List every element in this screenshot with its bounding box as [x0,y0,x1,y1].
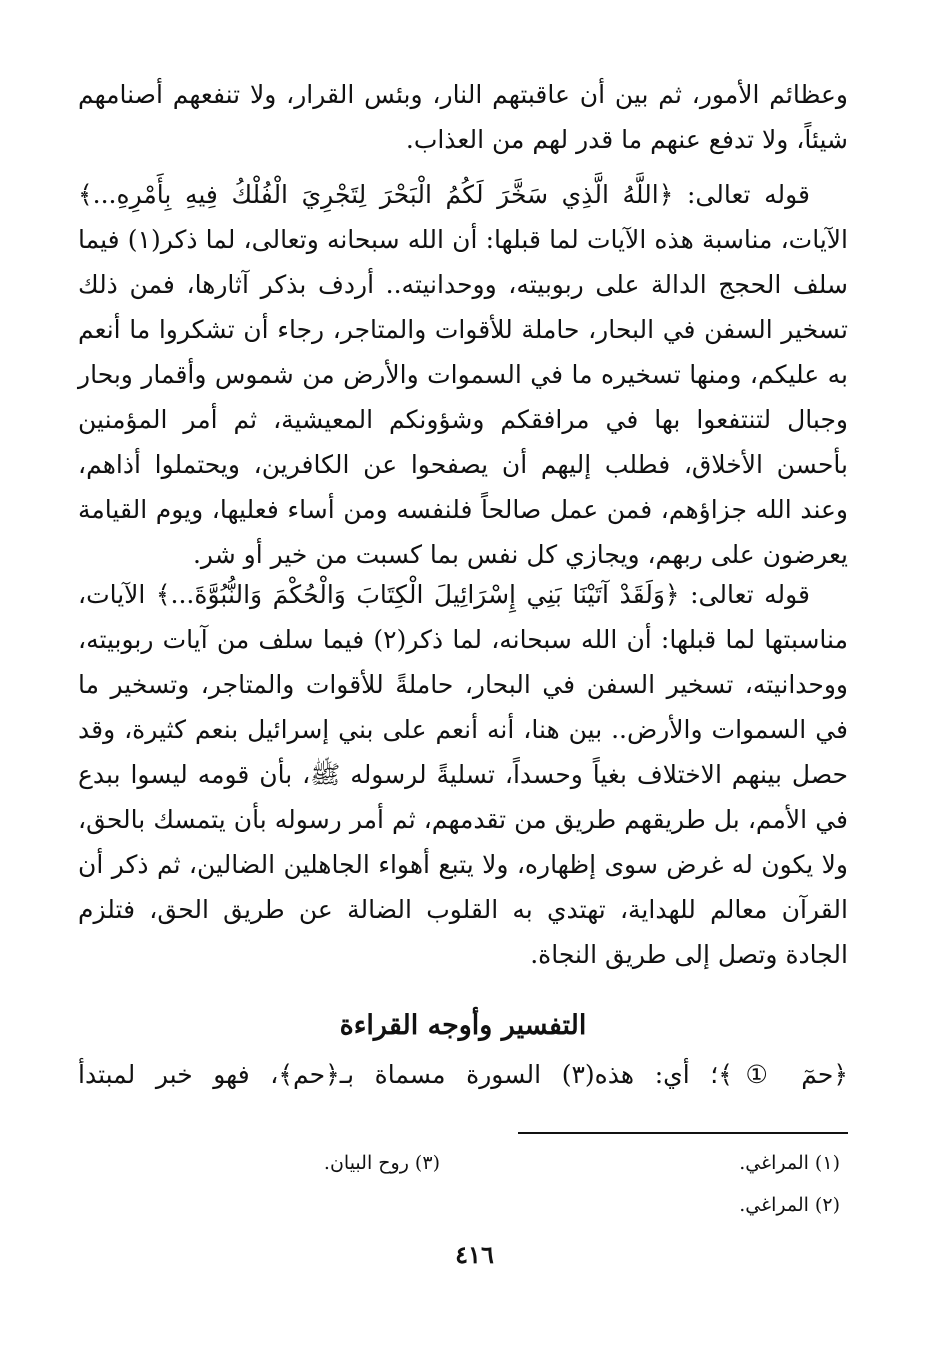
tafsir-first-line: ﴿حمٓ ①﴾؛ أي: هذه(٣) السورة مسماة بـ﴿حم﴾، فهو خبر لمبتدأ [78,1060,848,1089]
paragraph-intro [78,72,848,162]
footnote-row [78,1148,848,1190]
footnote-row [78,1190,848,1232]
footnote-divider [518,1132,848,1134]
footnote-1: (١) المراغي. [739,1152,840,1174]
paragraph-verse-sea [78,172,848,577]
paragraph-text: قوله تعالى: ﴿اللَّهُ الَّذِي سَخَّرَ لَكُمُ الْبَحْرَ لِتَجْرِيَ الْفُلْكُ فِيهِ بِأَمْرِهِ...﴾ الآيات، مناسبة هذه الآيات لما قبلها: أن الله سبحانه وتعالى، لما ذكر(١) فيما سلف الحجج الدالة على ربوبيته، ووحدانيته.. أردف بذكر آثارها، فمن ذلك تسخير السفن في البحار، حاملة للأقوات والمتاجر، رجاء أن تشكروا ما أنعم به عليكم، ومنها تسخيره ما في السموات والأرض من شموس وأقمار وبحار وجبال لتنتفعوا بها في مرافقكم وشؤونكم المعيشية، ثم أمر المؤمنين بأحسن الأخلاق، فطلب إليهم أن يصفحوا عن الكافرين، ويحتملوا أذاهم، وعند الله جزاؤهم، فمن عمل صالحاً فلنفسه ومن أساء فعليها، ويوم القيامة يعرضون على ربهم، ويجازي كل نفس بما كسبت من خير أو شر. [78,180,848,569]
section-heading: التفسير وأوجه القراءة [339,1010,587,1041]
paragraph-verse-israel [78,572,848,977]
paragraph-text: قوله تعالى: ﴿وَلَقَدْ آتَيْنَا بَنِي إِسْرَائِيلَ الْكِتَابَ وَالْحُكْمَ وَالنُّبُوَّةَ...﴾ الآيات، مناسبتها لما قبلها: أن الله سبحانه، لما ذكر(٢) فيما سلف من آيات ربوبيته، ووحدانيته، تسخير السفن في البحار، حاملةً للأقوات والمتاجر، وتسخير ما في السموات والأرض.. بين هنا، أنه أنعم على بني إسرائيل بنعم كثيرة، وقد حصل بينهم الاختلاف بغياً وحسداً، تسليةً لرسوله ﷺ، بأن قومه ليسوا ببدع في الأمم، بل طريقهم طريق من تقدمهم، ثم أمر رسوله بأن يتمسك بالحق، ولا يكون له غرض سوى إظهاره، ولا يتبع أهواء الجاهلين الضالين، ثم ذكر أن القرآن معالم للهداية، تهتدي به القلوب الضالة عن طريق الحق، فتلزم الجادة وتصل إلى طريق النجاة. [78,580,848,969]
page-number: ٤١٦ [455,1240,494,1269]
footnote-2: (٢) المراغي. [739,1194,840,1216]
footnote-3: (٣) روح البيان. [323,1152,440,1174]
paragraph-text: وعظائم الأمور، ثم بين أن عاقبتهم النار، وبئس القرار، ولا تنفعهم أصنامهم شيئاً، ولا تدفع عنهم ما قدر لهم من العذاب. [78,80,848,154]
footnotes [78,1148,848,1232]
